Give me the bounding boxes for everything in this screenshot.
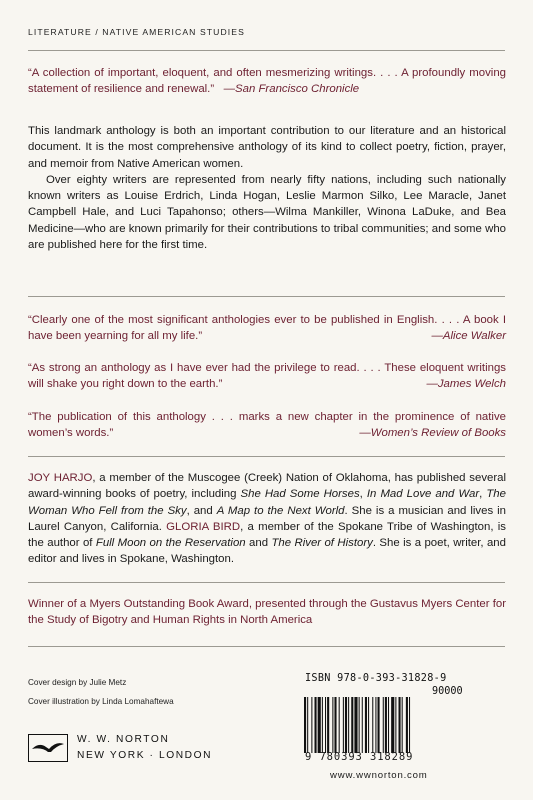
barcode-bar: [362, 697, 363, 753]
barcode-bar: [311, 697, 312, 753]
cover-design-credit: Cover design by Julie Metz: [28, 678, 127, 687]
barcode-bar: [304, 697, 306, 753]
price-code: 90000: [432, 686, 463, 697]
book-title: A Map to the Next World: [216, 504, 345, 517]
barcode-bar: [359, 697, 360, 753]
author-name-joy-harjo: JOY HARJO: [28, 472, 93, 484]
barcode-bar: [351, 697, 353, 753]
quote-text: “The publication of this anthology . . . marks a new chapter in the prominence of native women’s words.”: [28, 411, 506, 440]
isbn-label: ISBN 978-0-393-31828-9: [305, 673, 447, 684]
author-bios: [28, 470, 506, 568]
bio-text: ,: [479, 488, 487, 501]
bio-text: , a member of the Spokane Tribe of Washington, is the author of: [28, 520, 506, 550]
barcode-bar: [368, 697, 369, 753]
barcode-bar: [365, 697, 367, 753]
barcode-bar: [378, 697, 380, 753]
quote-source: —Women’s Review of Books: [359, 427, 506, 440]
barcode-bar: [399, 697, 401, 753]
barcode-bar: [307, 697, 308, 753]
divider: [28, 582, 505, 583]
bio-text: . She is a poet, writer, and editor and lives in Spokane, Washington.: [28, 537, 506, 566]
barcode-bar: [402, 697, 403, 753]
barcode-bar: [385, 697, 387, 753]
quote-source: —San Francisco Chronicle: [223, 83, 360, 96]
book-title: She Had Some Horses: [240, 488, 360, 501]
quote-womens-review: [28, 409, 506, 442]
book-title: Full Moon on the Reservation: [95, 537, 246, 550]
barcode-bar: [322, 697, 323, 753]
barcode-number: 9 780393 318289: [305, 751, 414, 763]
barcode-bar: [315, 697, 317, 753]
book-title: The Woman Who Fell from the Sky: [28, 488, 506, 517]
quote-source: —James Welch: [426, 378, 506, 391]
quote-james-welch: [28, 360, 506, 393]
barcode-bar: [343, 697, 344, 753]
book-title: The River of History: [271, 537, 373, 550]
barcode-bar: [348, 697, 349, 753]
barcode-bar: [334, 697, 336, 753]
top-divider: [28, 50, 505, 51]
quote-text: “A collection of important, eloquent, and often mesmerizing writings. . . . A profoundly moving statement of resilience and renewal.”: [28, 67, 506, 96]
barcode-bar: [395, 697, 396, 753]
barcode: [302, 697, 502, 753]
divider: [28, 456, 505, 457]
barcode-bar: [339, 697, 340, 753]
barcode-bar: [406, 697, 408, 753]
bio-text: . She is a musician and lives in Laurel Canyon, California.: [28, 504, 507, 533]
description-paragraph-1: This landmark anthology is both an important contribution to our literature and an historical document. It is the most comprehensive anthology of its kind to collect poetry, fiction, prayer, and memoir from Native American women.: [28, 125, 506, 170]
barcode-bar: [372, 697, 373, 753]
publisher-website: www.wwnorton.com: [330, 770, 428, 781]
divider: [28, 296, 505, 297]
bio-text: ,: [359, 488, 367, 501]
bio-text: and: [245, 537, 272, 550]
publisher-name: W. W. NORTON: [77, 734, 170, 745]
category-label: LITERATURE / NATIVE AMERICAN STUDIES: [28, 27, 245, 37]
award-statement: Winner of a Myers Outstanding Book Award, presented through the Gustavus Myers Center for the Study of Bigotry and Human Rights in North America: [28, 598, 506, 627]
quote-text: “Clearly one of the most significant anthologies ever to be published in English. . . . A book I have been yearning for all my life.”: [28, 314, 506, 343]
barcode-bar: [332, 697, 333, 753]
book-title: In Mad Love and War: [366, 488, 480, 501]
publisher-location: NEW YORK · LONDON: [77, 750, 213, 761]
barcode-bar: [375, 697, 376, 753]
barcode-bar: [383, 697, 384, 753]
description-paragraph-2: Over eighty writers are represented from nearly fifty nations, including such nationally known writers as Louise Erdrich, Linda Hogan, Leslie Marmon Silko, Lee Maracle, Janet Campbell Hale, and Luci Tapahonso; others—Wilma Mankiller, Winona LaDuke, and Bea Medicine—who are known primarily for their contributions to tribal communities; and some who are published here for the first time.: [28, 173, 506, 252]
barcode-bar: [391, 697, 394, 753]
bio-text: , and: [186, 504, 217, 517]
bio-text: , a member of the Muscogee (Creek) Nation of Oklahoma, has published several award-winning books of poetry, including: [28, 472, 507, 501]
quote-text: “As strong an anthology as I have ever had the privilege to read. . . . These eloquent writings will shake you right down to the earth.”: [28, 362, 506, 391]
description: [28, 123, 506, 253]
author-name-gloria-bird: GLORIA BIRD: [166, 520, 241, 533]
barcode-bar: [354, 697, 357, 753]
divider: [28, 646, 505, 647]
quote-sf-chronicle: [28, 65, 506, 98]
barcode-bar: [388, 697, 389, 753]
quote-alice-walker: [28, 312, 506, 345]
barcode-bar: [325, 697, 326, 753]
barcode-bar: [327, 697, 329, 753]
seagull-logo-icon: [28, 734, 68, 762]
barcode-bar: [409, 697, 410, 753]
quote-source: —Alice Walker: [431, 330, 506, 343]
barcode-bar: [345, 697, 347, 753]
barcode-bar: [318, 697, 321, 753]
cover-illustration-credit: Cover illustration by Linda Lomahaftewa: [28, 697, 174, 706]
